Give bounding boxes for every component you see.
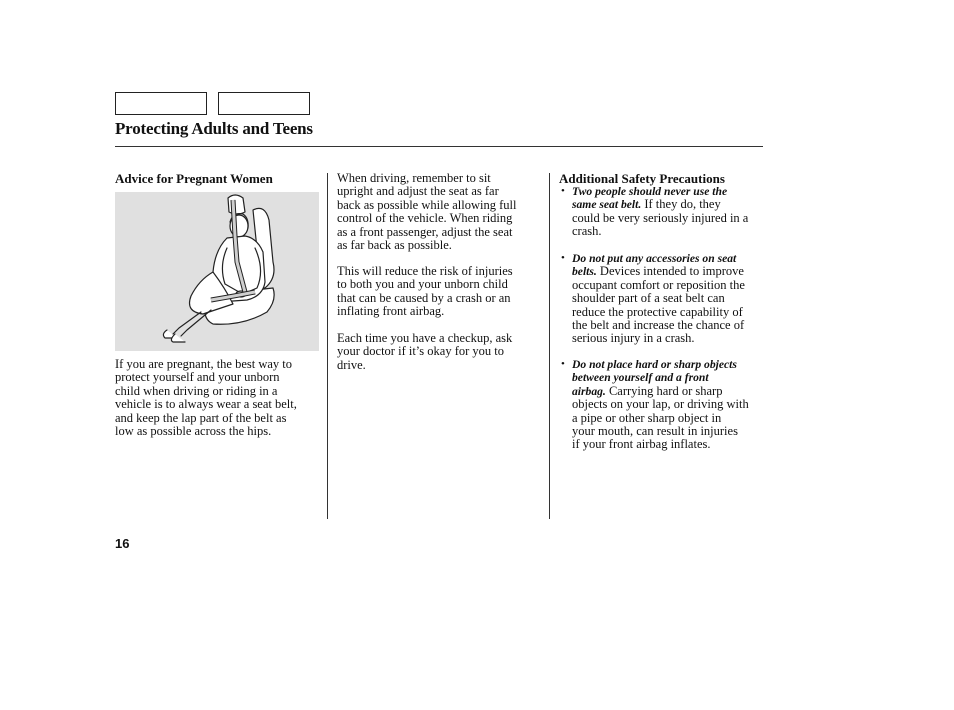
text-line: drive. — [337, 357, 366, 372]
precaution-bullet-shared-belt — [561, 185, 766, 239]
title-rule — [115, 146, 763, 147]
text-line: could be very seriously injured in a — [572, 210, 749, 225]
text-line: and keep the lap part of the belt as — [115, 410, 287, 425]
text-line: low as possible across the hips. — [115, 424, 272, 439]
emphasis-text: Two people should never use the — [572, 185, 728, 198]
text-line: crash. — [572, 224, 602, 239]
emphasis-text: airbag. — [572, 384, 606, 398]
text-line: child when driving or riding in a — [115, 383, 278, 398]
injury-risk-paragraph — [337, 265, 542, 319]
text-line: to both you and your unborn child — [337, 277, 508, 292]
emphasis-text: belts. — [572, 265, 597, 279]
text-line: shoulder part of a seat belt can — [572, 291, 725, 306]
column-divider-2 — [549, 173, 550, 519]
text-line: This will reduce the risk of injuries — [337, 264, 513, 278]
text-line: objects on your lap, or driving with — [572, 397, 749, 412]
text-line: If you are pregnant, the best way to — [115, 357, 293, 371]
page-number: 16 — [115, 536, 130, 551]
emphasis-text: between yourself and a front — [572, 371, 709, 385]
header-tab-box-left — [115, 92, 207, 115]
text-line: as a front passenger, adjust the seat — [337, 224, 513, 239]
text-line: inflating front airbag. — [337, 304, 445, 319]
page-title: Protecting Adults and Teens — [115, 119, 313, 138]
bullet-dot: • — [561, 185, 565, 197]
text-line: protect yourself and your unborn — [115, 370, 280, 385]
text-line: back as possible while allowing full — [337, 197, 517, 212]
pregnant-women-heading: Advice for Pregnant Women — [115, 171, 273, 186]
precaution-bullet-accessories — [561, 252, 766, 346]
text-line: the belt and increase the chance of — [572, 318, 745, 333]
column-divider-1 — [327, 173, 328, 519]
text-line: if your front airbag inflates. — [572, 437, 711, 452]
pregnant-advice-paragraph — [115, 358, 320, 438]
text-line: reduce the protective capability of — [572, 304, 743, 319]
bullet-dot: • — [561, 252, 565, 264]
emphasis-text: Do not put any accessories on seat — [572, 252, 737, 265]
bullet-dot: • — [561, 358, 565, 370]
emphasis-text: same seat belt. — [572, 198, 642, 212]
text-line: your doctor if it’s okay for you to — [337, 344, 504, 359]
checkup-paragraph — [337, 332, 542, 372]
text-line: serious injury in a crash. — [572, 331, 695, 346]
text-line: your mouth, can result in injuries — [572, 424, 738, 439]
text-line: a pipe or other sharp object in — [572, 410, 722, 425]
text-line: When driving, remember to sit — [337, 171, 491, 185]
text-line: Devices intended to improve — [596, 264, 744, 279]
header-tab-box-right — [218, 92, 310, 115]
text-line: If they do, they — [641, 197, 721, 212]
driving-position-paragraph — [337, 172, 542, 252]
text-line: that can be caused by a crash or an — [337, 290, 511, 305]
precaution-bullet-sharp-objects — [561, 358, 766, 452]
safety-precautions-heading: Additional Safety Precautions — [559, 171, 725, 186]
text-line: Carrying hard or sharp — [605, 383, 723, 398]
text-line: as far back as possible. — [337, 238, 452, 253]
pregnant-woman-illustration — [115, 192, 319, 351]
seated-woman-drawing — [115, 192, 319, 351]
text-line: occupant comfort or reposition the — [572, 277, 745, 292]
text-line: control of the vehicle. When riding — [337, 211, 513, 226]
text-line: upright and adjust the seat as far — [337, 184, 499, 199]
text-line: Each time you have a checkup, ask — [337, 331, 513, 345]
text-line: vehicle is to always wear a seat belt, — [115, 397, 297, 412]
emphasis-text: Do not place hard or sharp objects — [572, 358, 737, 371]
